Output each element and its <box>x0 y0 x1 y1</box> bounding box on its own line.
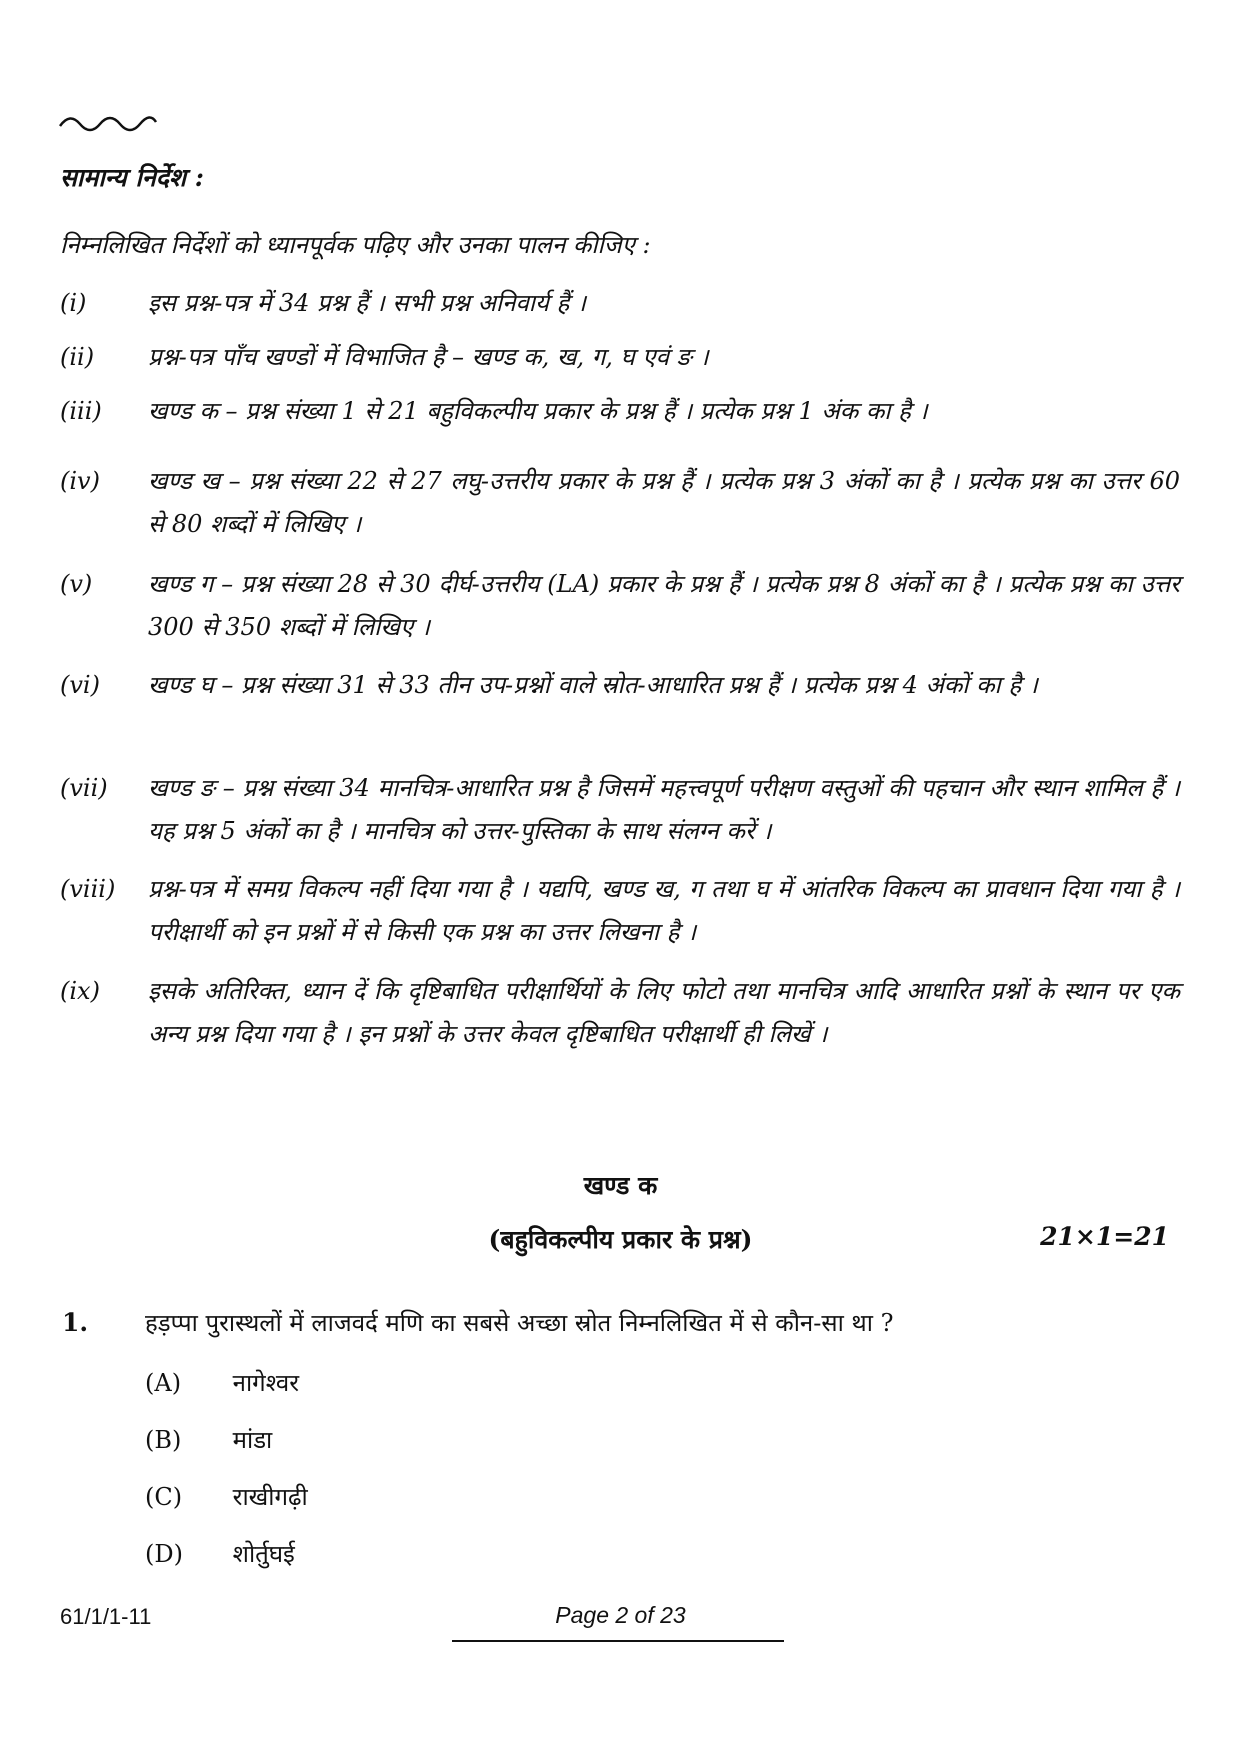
question-number: 1. <box>62 1308 89 1337</box>
instruction-item <box>60 282 1180 325</box>
instruction-number: (vi) <box>60 671 100 699</box>
option-label: (B) <box>145 1426 182 1454</box>
instruction-item <box>60 868 1180 954</box>
instruction-text: इसके अतिरिक्त, ध्यान दें कि दृष्टिबाधित परीक्षार्थियों के लिए फोटो तथा मानचित्र आदि आधारित प्रश्नों के स्थान पर एक अन्य प्रश्न दिया गया है । इन प्रश्नों के उत्तर केवल दृष्टिबाधित परीक्षार्थी ही लिखें । <box>148 977 1180 1048</box>
option-a <box>145 1366 299 1399</box>
option-text: नागेश्वर <box>232 1369 300 1397</box>
squiggle-mark-icon <box>58 108 158 138</box>
section-marks: 21×1=21 <box>1040 1222 1169 1251</box>
option-d <box>145 1537 295 1570</box>
page-number: Page 2 of 23 <box>555 1602 686 1628</box>
section-title: खण्ड क <box>583 1171 658 1200</box>
instructions-intro: निम्नलिखित निर्देशों को ध्यानपूर्वक पढ़िए और उनका पालन कीजिए : <box>60 231 651 259</box>
instruction-item <box>60 767 1180 853</box>
general-instructions-heading: सामान्य निर्देश : <box>60 163 204 192</box>
instruction-item <box>60 390 1180 433</box>
instruction-text: खण्ड ख – प्रश्न संख्या 22 से 27 लघु-उत्तरीय प्रकार के प्रश्न हैं । प्रत्येक प्रश्न 3 अंकों का है । प्रत्येक प्रश्न का उत्तर 60 से 80 शब्दों में लिखिए । <box>148 467 1180 538</box>
option-text: राखीगढ़ी <box>232 1483 308 1511</box>
option-text: शोर्तुघई <box>232 1540 295 1568</box>
instruction-item <box>60 336 1180 379</box>
instruction-number: (viii) <box>60 875 116 903</box>
instruction-text: प्रश्न-पत्र में समग्र विकल्प नहीं दिया गया है । यद्यपि, खण्ड ख, ग तथा घ में आंतरिक विकल्प का प्रावधान दिया गया है । परीक्षार्थी को इन प्रश्नों में से किसी एक प्रश्न का उत्तर लिखना है । <box>148 875 1180 946</box>
instruction-text: प्रश्न-पत्र पाँच खण्डों में विभाजित है – खण्ड क, ख, ग, घ एवं ङ । <box>148 343 709 371</box>
option-text: मांडा <box>232 1426 273 1454</box>
instruction-number: (iv) <box>60 467 100 495</box>
option-label: (C) <box>145 1483 183 1511</box>
section-subtitle: (बहुविकल्पीय प्रकार के प्रश्न) <box>488 1225 753 1254</box>
instruction-number: (vii) <box>60 774 108 802</box>
question-text: हड़प्पा पुरास्थलों में लाजवर्द मणि का सबसे अच्छा स्रोत निम्नलिखित में से कौन-सा था ? <box>145 1309 894 1337</box>
instruction-number: (ii) <box>60 343 95 371</box>
footer-divider <box>452 1640 784 1642</box>
instruction-number: (i) <box>60 289 87 317</box>
instruction-number: (v) <box>60 570 93 598</box>
instruction-item <box>60 970 1180 1056</box>
paper-code: 61/1/1-11 <box>60 1604 152 1629</box>
option-c <box>145 1480 308 1513</box>
instruction-number: (iii) <box>60 397 102 425</box>
option-label: (D) <box>145 1540 183 1568</box>
instruction-item <box>60 563 1180 649</box>
instruction-text: इस प्रश्न-पत्र में 34 प्रश्न हैं । सभी प्रश्न अनिवार्य हैं । <box>148 289 587 317</box>
instruction-text: खण्ड ङ – प्रश्न संख्या 34 मानचित्र-आधारित प्रश्न है जिसमें महत्त्वपूर्ण परीक्षण वस्तुओं की पहचान और स्थान शामिल हैं । यह प्रश्न 5 अंकों का है । मानचित्र को उत्तर-पुस्तिका के साथ संलग्न करें । <box>148 774 1180 845</box>
option-label: (A) <box>145 1369 182 1397</box>
instruction-number: (ix) <box>60 977 100 1005</box>
instruction-item <box>60 664 1180 707</box>
instruction-text: खण्ड क – प्रश्न संख्या 1 से 21 बहुविकल्पीय प्रकार के प्रश्न हैं । प्रत्येक प्रश्न 1 अंक का है । <box>148 397 928 425</box>
option-b <box>145 1423 272 1456</box>
instruction-item <box>60 460 1180 546</box>
instruction-text: खण्ड घ – प्रश्न संख्या 31 से 33 तीन उप-प्रश्नों वाले स्रोत-आधारित प्रश्न हैं । प्रत्येक प्रश्न 4 अंकों का है । <box>148 671 1038 699</box>
instruction-text: खण्ड ग – प्रश्न संख्या 28 से 30 दीर्घ-उत्तरीय (LA) प्रकार के प्रश्न हैं । प्रत्येक प्रश्न 8 अंकों का है । प्रत्येक प्रश्न का उत्तर 300 से 350 शब्दों में लिखिए । <box>148 570 1180 641</box>
